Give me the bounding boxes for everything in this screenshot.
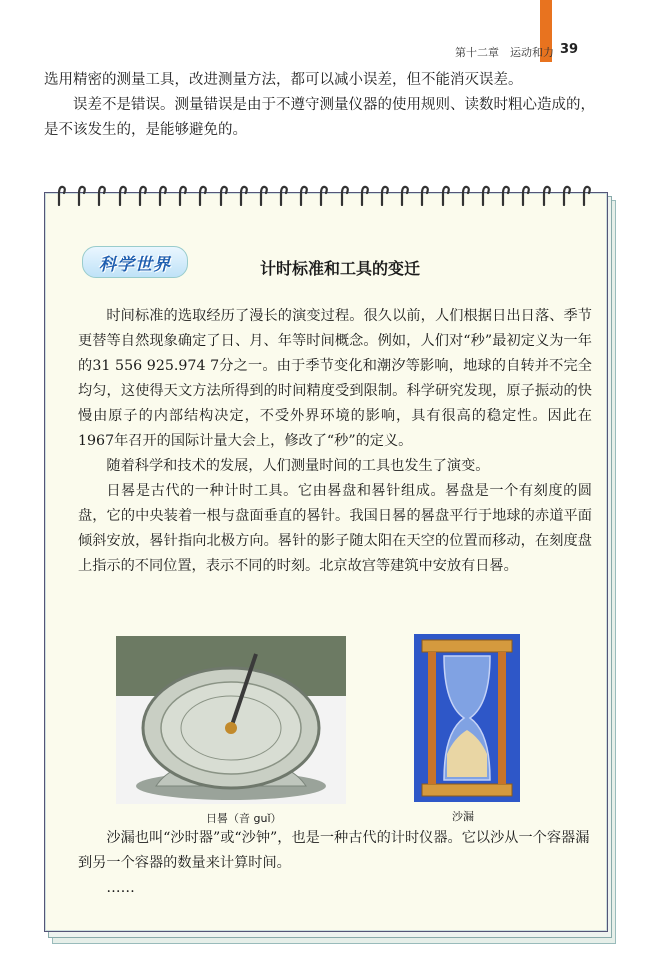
intro-line: 选用精密的测量工具，改进测量方法，都可以减小误差，但不能消灭误差。	[44, 72, 523, 88]
spiral-ring-icon	[335, 184, 350, 206]
paragraph-sundial: 日晷是古代的一种计时工具。它由晷盘和晷针组成。晷盘是一个有刻度的圆盘，它的中央装着一根与盘面垂直的晷针。我国日晷的晷盘平行于地球的赤道平面倾斜安放，晷针指向北极方向。晷针的影子随太阳在天空的位置而移动，在刻度盘上指示的不同位置，表示不同的时刻。北京故宫等建筑中安放有日晷。	[78, 483, 592, 574]
spiral-ring-icon	[153, 184, 168, 206]
spiral-ring-icon	[133, 184, 148, 206]
ellipsis: ……	[106, 880, 135, 896]
badge-label: 科学世界	[99, 254, 171, 275]
paragraph-time-standard: 时间标准的选取经历了漫长的演变过程。很久以前，人们根据日出日落、季节更替等自然现象确定了日、月、年等时间概念。例如，人们对“秒”最初定义为一年的31 556 925.974 7分之一。由于季节变化和潮汐等影响，地球的自转并不完全均匀，这使得天文方法所得到的时间精度受到限制。科学研究发现，原子振动的快慢由原子的内部结构决定，不受外界环境的影响，具有很高的稳定性。因此在1967年召开的国际计量大会上，修改了“秒”的定义。	[78, 308, 592, 449]
sundial-photo	[116, 636, 346, 804]
spiral-ring-icon	[476, 184, 491, 206]
spiral-ring-icon	[234, 184, 249, 206]
box-title: 计时标准和工具的变迁	[259, 259, 420, 278]
paragraph-hourglass: 沙漏也叫“沙时器”或“沙钟”，也是一种古代的计时仪器。它以沙从一个容器漏到另一个容器的数量来计算时间。	[78, 830, 590, 871]
spiral-ring-icon	[314, 184, 329, 206]
paragraph-tools: 随着科学和技术的发展，人们测量时间的工具也发生了演变。	[106, 458, 490, 474]
intro-paragraph: 误差不是错误。测量错误是由于不遵守测量仪器的使用规则、读数时粗心造成的，是不该发生的，是能够避免的。	[44, 97, 595, 138]
intro-text	[44, 68, 604, 143]
spiral-ring-icon	[516, 184, 531, 206]
spiral-ring-icon	[355, 184, 370, 206]
spiral-ring-icon	[254, 184, 269, 206]
sundial-caption: 日晷（音 guǐ）	[206, 812, 282, 825]
box-body	[78, 304, 592, 579]
spiral-ring-icon	[92, 184, 107, 206]
spiral-ring-icon	[456, 184, 471, 206]
spiral-ring-icon	[294, 184, 309, 206]
spiral-ring-icon	[52, 184, 67, 206]
spiral-ring-icon	[173, 184, 188, 206]
spiral-ring-icon	[113, 184, 128, 206]
spiral-ring-icon	[375, 184, 390, 206]
spiral-ring-icon	[436, 184, 451, 206]
spiral-binding	[52, 184, 592, 210]
page-number: 39	[560, 42, 579, 57]
page-header	[0, 40, 650, 64]
spiral-ring-icon	[577, 184, 592, 206]
spiral-ring-icon	[557, 184, 572, 206]
chapter-title: 第十二章 运动和力	[455, 46, 554, 59]
hourglass-caption: 沙漏	[452, 810, 474, 823]
spiral-ring-icon	[395, 184, 410, 206]
spiral-ring-icon	[415, 184, 430, 206]
spiral-ring-icon	[214, 184, 229, 206]
spiral-ring-icon	[274, 184, 289, 206]
hourglass-photo	[414, 634, 520, 802]
spiral-ring-icon	[193, 184, 208, 206]
spiral-ring-icon	[496, 184, 511, 206]
spiral-ring-icon	[72, 184, 87, 206]
spiral-ring-icon	[537, 184, 552, 206]
hourglass-text	[78, 826, 592, 901]
